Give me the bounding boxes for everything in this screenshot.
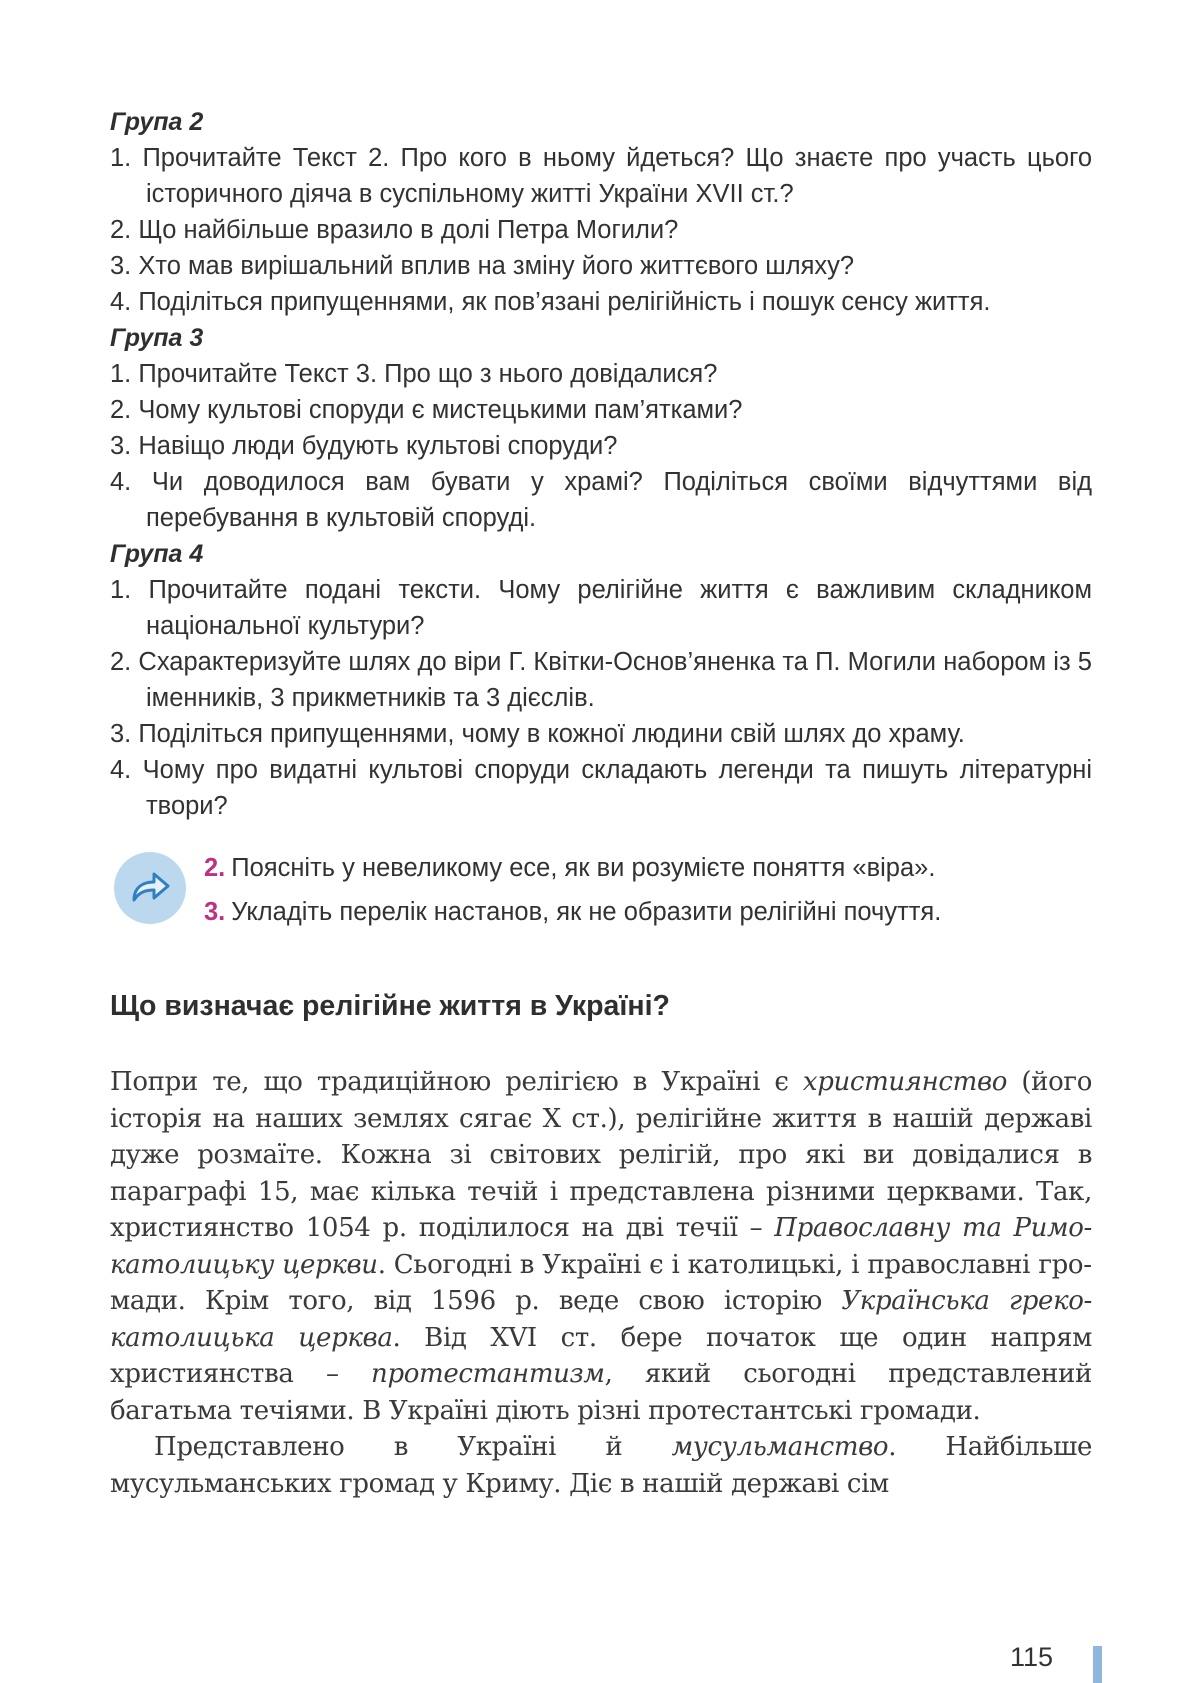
body-paragraph [110, 1429, 1092, 1502]
text-run: , який сьогодні представлений багатьма течіями. В Україні діють різні протестантські громади. [110, 1359, 1092, 1426]
question-list [110, 356, 1092, 536]
task-number: 2. [204, 854, 226, 882]
emphasis-term: Українська греко-католицька церква [110, 1286, 1092, 1353]
question-item: 1. Прочитайте подані тексти. Чому релігійне життя є важливим складником національної культури? [110, 576, 1092, 640]
task-number: 3. [204, 898, 226, 926]
question-item: 3. Поділіться припущеннями, чому в кожної людини свій шлях до храму. [110, 720, 965, 748]
text-run: (його історія на наших землях сягає X ст.), релігійне життя в нашій державі дуже розмаїте. Кожна зі світових релігій, про які ви довідалися в параграфі 15, має кілька течій і представлена різними церквами. Так, християнство 1054 р. поділилося на дві течії – [110, 1067, 1092, 1243]
text-run: Представлено в Україні й [154, 1432, 672, 1462]
page-edge-marker [1093, 1646, 1102, 1683]
question-item: 1. Прочитайте Текст 3. Про що з нього довідалися? [110, 360, 718, 388]
question-item: 2. Схарактеризуйте шлях до віри Г. Квітки-Основ’яненка та П. Могили набором із 5 іменників, 3 прикметників та 3 дієслів. [110, 648, 1092, 712]
group-title: Група 2 [110, 108, 204, 136]
task-text: Укладіть перелік настанов, як не образити релігійні почуття. [231, 898, 942, 926]
page-content [110, 104, 1092, 1502]
question-list [110, 140, 1092, 320]
emphasis-term: мусульманство [671, 1432, 889, 1462]
question-item: 2. Чому культові споруди є мистецькими пам’ятками? [110, 396, 743, 424]
arrow-right-icon [114, 852, 186, 924]
question-item: 2. Що найбільше вразило в долі Петра Могили? [110, 216, 679, 244]
question-item: 4. Чому про видатні культові споруди складають легенди та пишуть літературні твори? [110, 756, 1092, 820]
question-list [110, 572, 1092, 824]
page-number: 115 [1010, 1642, 1054, 1672]
task-text: Поясніть у невеликому есе, як ви розумієте поняття «віра». [231, 854, 936, 882]
text-run: . Від XVI ст. бере початок ще один напрям християнства – [110, 1322, 1092, 1389]
tasks-block [110, 846, 1092, 944]
question-item: 3. Хто мав вирішальний вплив на зміну його життєвого шляху? [110, 252, 855, 280]
emphasis-term: протестантизм [371, 1359, 605, 1389]
emphasis-term: Православну та Римо-католицьку церкви [110, 1213, 1092, 1280]
text-run: . Сьогодні в Україні є і католицькі, і православні громади. Крім того, від 1596 р. веде свою історію [110, 1249, 1092, 1316]
group-4 [110, 536, 1092, 824]
question-item: 4. Поділіться припущеннями, як пов’язані релігійність і пошук сенсу життя. [110, 288, 991, 316]
question-item: 3. Навіщо люди будують культові споруди? [110, 432, 618, 460]
task-item [204, 850, 935, 886]
group-title: Група 3 [110, 324, 204, 352]
emphasis-term: християнство [802, 1067, 1008, 1097]
body-paragraph [110, 1064, 1092, 1429]
text-run: Попри те, що традиційною релігією в Україні є [110, 1067, 803, 1097]
text-run: . Найбільше мусульманських громад у Криму. Діє в нашій державі сім [110, 1432, 1092, 1499]
question-item: 1. Прочитайте Текст 2. Про кого в ньому йдеться? Що знаєте про участь цього історичного діяча в суспільному житті України XVII ст.? [110, 144, 1092, 208]
question-item: 4. Чи доводилося вам бувати у храмі? Поділіться своїми відчуттями від перебування в культовій споруді. [110, 468, 1092, 532]
task-item [204, 894, 941, 930]
group-title: Група 4 [110, 540, 204, 568]
group-2 [110, 104, 1092, 320]
group-3 [110, 320, 1092, 536]
section-heading: Що визначає релігійне життя в Україні? [110, 990, 670, 1022]
